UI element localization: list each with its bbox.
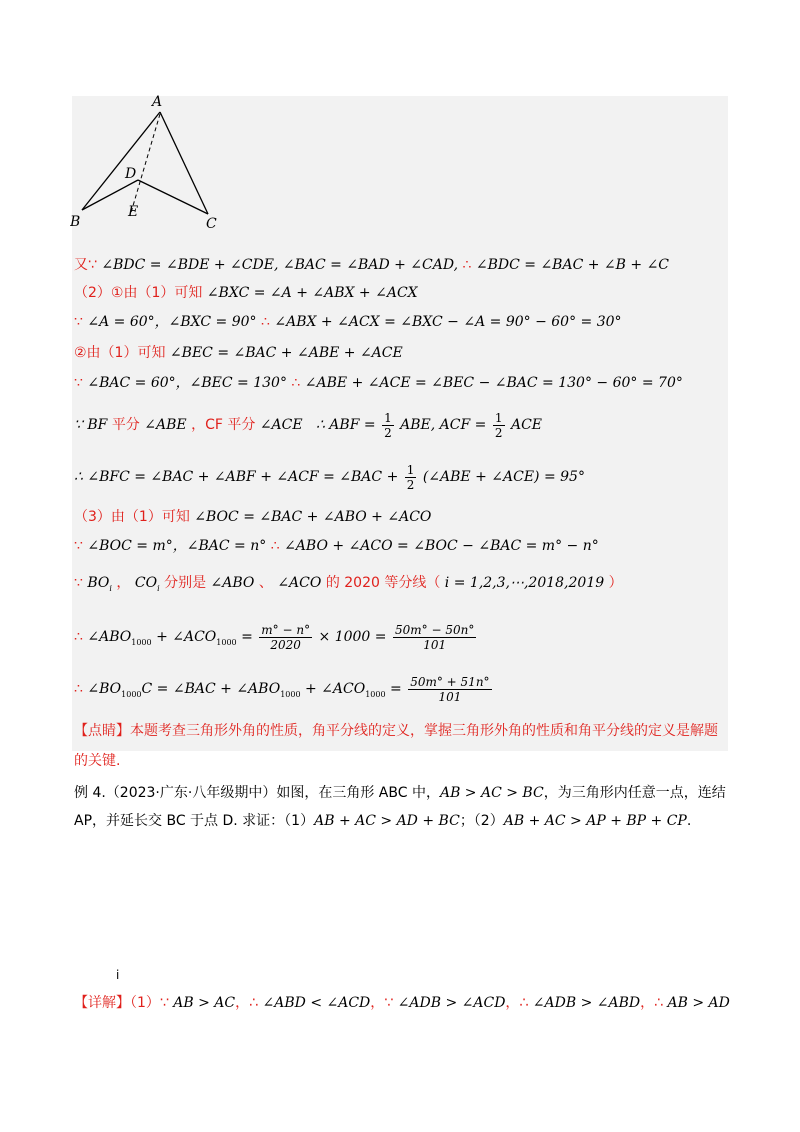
example-4-line-2: AP，并延长交 BC 于点 D. 求证：（1）AB + AC > AD + BC；（2）AB + AC > AP + BP + CP. [74, 813, 692, 829]
solution-line-11: ∴ $\angle ABO_{1000}$ + $\angle ACO_{1000}$ = $\frac{m^\circ - n^\circ}{2020}$ × 1000 = $\frac{50m^\circ - 50n^\circ}{101}$ [74, 622, 475, 652]
solution-line-2 [74, 284, 418, 302]
angle: ∠ABO [210, 575, 255, 591]
inequality: AB + AC > AD + BC [314, 813, 460, 829]
equation: ∴ ∠BFC = ∠BAC + ∠ABF + ∠ACF = ∠BAC + [74, 469, 399, 485]
comment-line-2: 的关键. [74, 753, 121, 769]
solution-line-3 [74, 313, 622, 331]
fraction-half: $\frac{1}{2}$ [494, 410, 503, 440]
part-label: ②由（1）可知 [74, 345, 166, 361]
part-label: （3）由（1）可知 [74, 509, 190, 525]
detail-line: 【详解】（1）∵ AB > AC，∴ ∠ABD < ∠ACD，∵ ∠ADB > ∠ACD，∴ ∠ADB > ∠ABD，∴ AB > AD [74, 995, 730, 1011]
label-c: C [206, 216, 217, 232]
therefore-symbol: ∴ [462, 257, 472, 273]
part-label: （2）①由（1）可知 [74, 285, 203, 301]
separator: 、 [258, 575, 273, 591]
therefore-symbol: ∴ [270, 538, 280, 554]
therefore-symbol: ∴ [74, 681, 83, 697]
equation: ∴ ABF = [315, 417, 376, 433]
because-symbol: ∵ [74, 538, 83, 554]
because-symbol: ∵ [74, 375, 83, 391]
comment-line-1: 【点睛】本题考查三角形外角的性质，角平分线的定义，掌握三角形外角的性质和角平分线的定义是解题 [74, 723, 718, 739]
example-4-line-1: 例 4.（2023·广东·八年级期中）如图，在三角形 ABC 中，AB > AC > BC，为三角形内任意一点，连结 [74, 785, 726, 801]
therefore-symbol: ∴ [74, 629, 83, 645]
bisector-text: ，CF 平分 [191, 417, 256, 433]
equation: ∠BEC = ∠BAC + ∠ABE + ∠ACE [169, 345, 403, 361]
solution-line-12: ∴ $\angle BO_{1000}C$ = ∠BAC + $\angle ABO_{1000}$ + $\angle ACO_{1000}$ = $\frac{50m^\circ + 51n^\circ}{101}$ [74, 674, 490, 704]
angle: ∠ABE [144, 417, 187, 433]
fraction: $\frac{m^\circ - n^\circ}{2020}$ [261, 622, 311, 652]
equation: (∠ABE + ∠ACE) = 95° [422, 469, 585, 485]
equation: × 1000 = [318, 629, 387, 645]
equation: ∠ABX + ∠ACX = ∠BXC − ∠A = 90° − 60° = 30° [274, 314, 622, 330]
solution-line-5 [74, 374, 683, 392]
fraction: $\frac{50m^\circ + 51n^\circ}{101}$ [410, 674, 490, 704]
equation: ∠A = 60°，∠BXC = 90° [87, 314, 257, 330]
angle: + ∠ACO [305, 681, 366, 697]
solution-line-8 [74, 508, 431, 526]
detail-label: 【详解】 [74, 995, 130, 1011]
inequality: AB + AC > AP + BP + CP [503, 813, 687, 829]
segment-dc [138, 180, 208, 214]
solution-line-1 [74, 256, 669, 274]
label-e: E [128, 204, 139, 220]
label-d: D [125, 166, 137, 182]
equation: ∠BXC = ∠A + ∠ABX + ∠ACX [206, 285, 418, 301]
stray-mark: i [116, 968, 120, 982]
equals: = [390, 681, 402, 697]
segment: BO [87, 575, 110, 591]
equation: ∠BDC = ∠BAC + ∠B + ∠C [475, 257, 670, 273]
text: ） [608, 575, 623, 591]
label-a: A [152, 94, 163, 110]
equation: ∠BOC = m°，∠BAC = n° [87, 538, 267, 554]
equation: ACE [510, 417, 542, 433]
angle: ∠ACE [259, 417, 303, 433]
solution-line-10: ∵ $BO_i$ ， $CO_i$ 分别是 ∠ABO 、 ∠ACO 的 2020 等分线（ i = 1,2,3,⋯,2018,2019 ） [74, 575, 623, 593]
solution-line-9 [74, 537, 599, 555]
fraction-half: $\frac{1}{2}$ [384, 410, 392, 440]
side-ac [160, 112, 208, 214]
because-symbol: ∵ [74, 314, 83, 330]
separator: ， [116, 575, 131, 591]
equation: ∠BDC = ∠BDE + ∠CDE, ∠BAC = ∠BAD + ∠CAD, [101, 257, 459, 273]
index-range: i = 1,2,3,⋯,2018,2019 [444, 575, 605, 591]
therefore-symbol: ∴ [261, 314, 270, 330]
equation: ∠BAC = 60°，∠BEC = 130° [87, 375, 287, 391]
triangle-figure [70, 92, 230, 232]
solution-line-4 [74, 344, 403, 362]
equation: ∠BOC = ∠BAC + ∠ABO + ∠ACO [194, 509, 432, 525]
equation: ∠ABE + ∠ACE = ∠BEC − ∠BAC = 130° − 60° = 70° [304, 375, 683, 391]
prefix: 又∵ [74, 257, 97, 273]
angle: ∠ABO [87, 629, 132, 645]
text: 的 2020 等分线（ [325, 575, 441, 591]
solution-line-6 [74, 410, 542, 440]
equals: = [241, 629, 253, 645]
bisector-text: 平分 [111, 417, 140, 433]
equation: ABE, ACF = [400, 417, 487, 433]
inequality: AB > AC > BC [439, 785, 544, 801]
angle: ∠ACO [277, 575, 322, 591]
side-ab [82, 112, 160, 210]
therefore-symbol: ∴ [291, 375, 301, 391]
dashed-ae [130, 114, 160, 216]
equation: ∠ABO + ∠ACO = ∠BOC − ∠BAC = m° − n° [284, 538, 599, 554]
fraction-half: $\frac{1}{2}$ [406, 462, 415, 492]
fraction: $\frac{50m^\circ - 50n^\circ}{101}$ [394, 622, 475, 652]
solution-line-7 [74, 462, 585, 492]
equation: ∵ BF [74, 417, 108, 433]
angle: + ∠ACO [156, 629, 217, 645]
label-b: B [70, 214, 81, 230]
because-symbol: ∵ [74, 575, 83, 591]
angle: ∠BO [87, 681, 122, 697]
segment: CO [134, 575, 158, 591]
text: 分别是 [164, 575, 207, 591]
